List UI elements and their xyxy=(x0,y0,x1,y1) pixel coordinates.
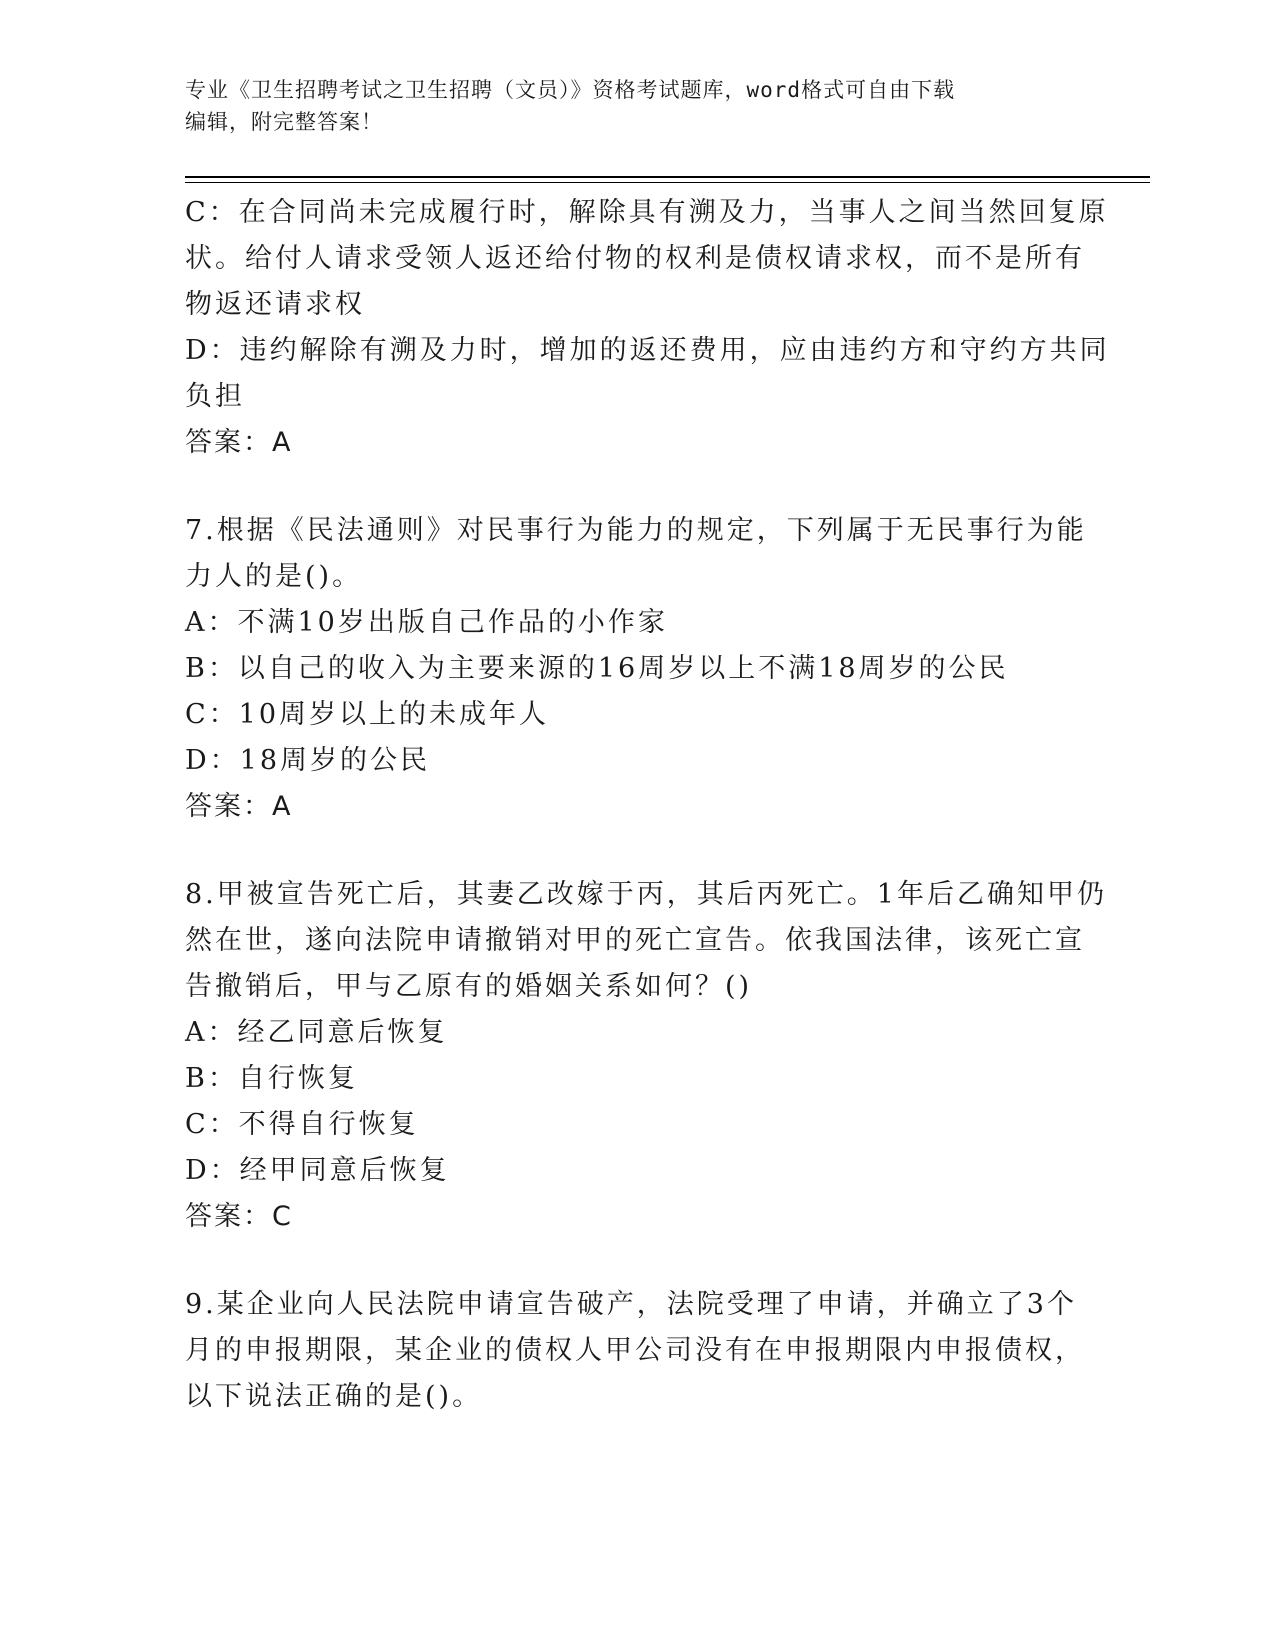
header-line-2: 编辑，附完整答案！ xyxy=(185,110,383,134)
header-line-1: 专业《卫生招聘考试之卫生招聘（文员）》资格考试题库，word格式可自由下载 xyxy=(185,78,956,102)
q8-stem-line-2: 然在世，遂向法院申请撤销对甲的死亡宣告。依我国法律，该死亡宣 xyxy=(185,925,1085,956)
q9-stem-line-3: 以下说法正确的是()。 xyxy=(185,1381,483,1412)
q8-option-a: A：经乙同意后恢复 xyxy=(185,1017,448,1048)
q8-option-d: D：经甲同意后恢复 xyxy=(185,1155,450,1186)
spacer xyxy=(185,1240,1085,1282)
q6-option-d-line-2: 负担 xyxy=(185,381,245,412)
q6-answer: 答案：A xyxy=(185,427,293,458)
q8-stem-line-3: 告撤销后，甲与乙原有的婚姻关系如何？() xyxy=(185,971,753,1002)
spacer xyxy=(185,466,1085,508)
q6-option-c-line-1: C：在合同尚未完成履行时，解除具有溯及力，当事人之间当然回复原 xyxy=(185,197,1109,228)
q6-option-c-line-2: 状。给付人请求受领人返还给付物的权利是债权请求权，而不是所有 xyxy=(185,243,1085,274)
q7-stem-line-2: 力人的是()。 xyxy=(185,561,363,592)
document-header xyxy=(185,74,1065,138)
q6-option-d-line-1: D：违约解除有溯及力时，增加的返还费用，应由违约方和守约方共同 xyxy=(185,335,1110,366)
question-list xyxy=(185,190,1110,1420)
spacer xyxy=(185,830,1085,872)
q8-option-c: C：不得自行恢复 xyxy=(185,1109,419,1140)
q7-answer: 答案：A xyxy=(185,791,293,822)
question-6 xyxy=(185,190,1110,466)
q8-option-b: B：自行恢复 xyxy=(185,1063,358,1094)
q8-answer: 答案：C xyxy=(185,1201,293,1232)
q7-stem-line-1: 7.根据《民法通则》对民事行为能力的规定，下列属于无民事行为能 xyxy=(185,515,1087,546)
question-9 xyxy=(185,1282,1085,1420)
q6-option-c-line-3: 物返还请求权 xyxy=(185,289,365,320)
q7-option-b: B：以自己的收入为主要来源的16周岁以上不满18周岁的公民 xyxy=(185,653,1009,684)
q7-option-a: A：不满10岁出版自己作品的小作家 xyxy=(185,607,668,638)
q8-stem-line-1: 8.甲被宣告死亡后，其妻乙改嫁于丙，其后丙死亡。1年后乙确知甲仍 xyxy=(185,879,1107,910)
header-divider-thick xyxy=(185,176,1150,178)
question-7 xyxy=(185,508,1085,830)
q7-option-d: D：18周岁的公民 xyxy=(185,745,431,776)
q9-stem-line-2: 月的申报期限，某企业的债权人甲公司没有在申报期限内申报债权， xyxy=(185,1335,1085,1366)
header-divider-thin xyxy=(185,182,1150,183)
question-8 xyxy=(185,872,1107,1240)
q9-stem-line-1: 9.某企业向人民法院申请宣告破产，法院受理了申请，并确立了3个 xyxy=(185,1289,1077,1320)
q7-option-c: C：10周岁以上的未成年人 xyxy=(185,699,550,730)
